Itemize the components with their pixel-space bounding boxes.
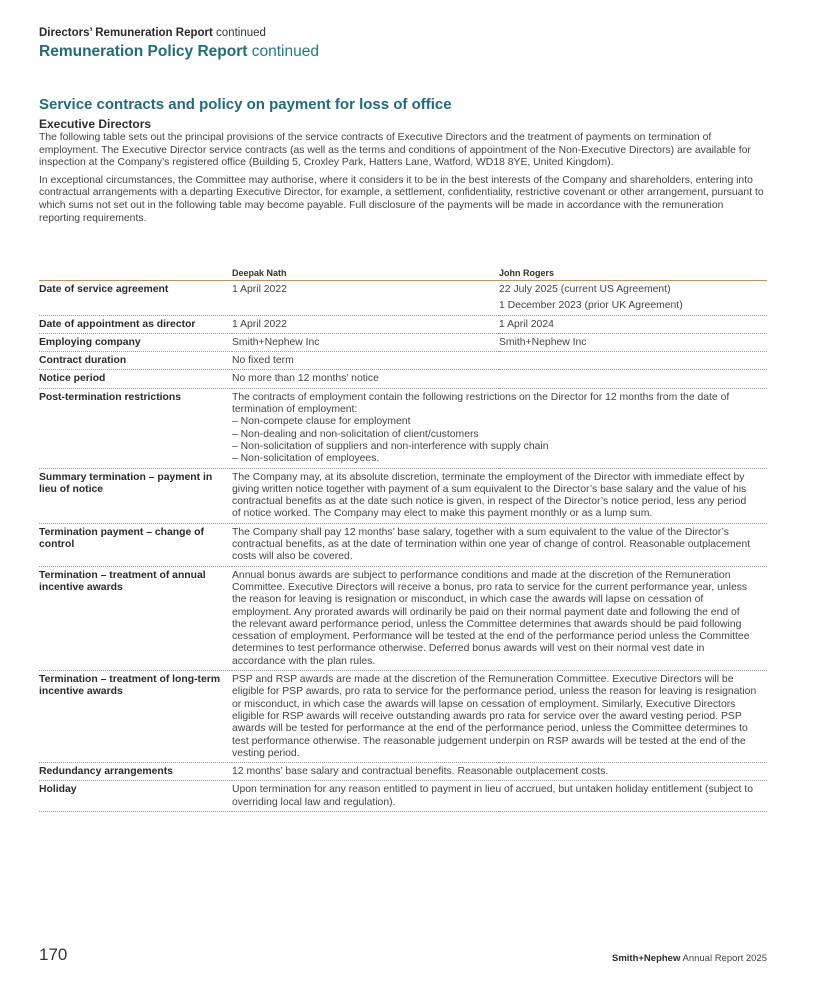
row-value: Upon termination for any reason entitled to payment in lieu of accrued, but untaken holiday entitlement (subject to overriding local law and regulation). (232, 781, 767, 812)
section-title: Service contracts and policy on payment for loss of office (39, 96, 452, 113)
row-label: Termination payment – change of control (39, 523, 232, 566)
header-john-rogers: John Rogers (499, 264, 767, 281)
policy-continued: continued (247, 43, 319, 60)
section-breadcrumb (39, 43, 319, 61)
restrictions-list (232, 416, 757, 465)
table-row (39, 523, 767, 566)
table-row (39, 315, 767, 333)
header-empty (39, 264, 232, 281)
service-contracts-table (39, 264, 767, 812)
row-label: Post-termination restrictions (39, 388, 232, 468)
intro-paragraph: The following table sets out the principal provisions of the service contracts of Executive Directors and the treatment of payments on termination of employment. The Executive Director service contracts (as well as the terms and conditions of appointment of the Non-Executive Directors) are available for inspection at the Company’s registered office (Building 5, Croxley Park, Hatters Lane, Watford, WD18 8YE, United Kingdom). (39, 132, 751, 169)
row-value: 1 April 2022 (232, 281, 499, 316)
restrictions-intro: The contracts of employment contain the following restrictions on the Director for 12 months from the date of termination of employment: (232, 391, 730, 416)
row-label: Date of appointment as director (39, 315, 232, 333)
row-value: PSP and RSP awards are made at the discretion of the Remuneration Committee. Executive Directors will be eligible for PSP awards, pro rata to service for the performance period, unless the reason for leaving is resignation or misconduct, in which case the awards will lapse on cessation of employment. Similarly, Executive Directors eligible for RSP awards will receive outstanding awards pro rata for service over the award vesting period. PSP awards will be tested for performance at the end of the performance period, unless the Committee determines to test performance otherwise. The reasonable judgement underpin on RSP awards will be tested at the end of the vesting period. (232, 671, 767, 763)
table-row (39, 333, 767, 351)
row-value: Annual bonus awards are subject to performance conditions and made at the discretion of the Remuneration Committee. Executive Directors will receive a bonus, pro rata to service for the current performance year, unless the reason for leaving is resignation or misconduct, in which case the awards will lapse on cessation of employment. Any prorated awards will ordinarily be paid on their normal payment date and following the end of the relevant award performance period, unless the Committee determines that awards should be paid following cessation of employment. Performance will be tested at the end of the performance period unless the Committee determines to test performance otherwise. Deferred bonus awards will vest on their normal vest date in accordance with the plan rules. (232, 566, 767, 670)
row-label: Date of service agreement (39, 281, 232, 316)
table-row (39, 370, 767, 388)
row-value: 1 April 2024 (499, 315, 767, 333)
row-value (499, 281, 767, 316)
intro-paragraph: In exceptional circumstances, the Committee may authorise, where it considers it to be in the best interests of the Company and shareholders, entering into contractual arrangements with a departing Executive Director, for example, a settlement, confidentiality, restrictive covenant or other arrangement, pursuant to which sums not set out in the following table may become payable. Full disclosure of the payments will be made in accordance with the remuneration reporting requirements. (39, 174, 764, 224)
doc-title: Annual Report 2025 (680, 953, 767, 964)
list-item: – Non-solicitation of suppliers and non-interference with supply chain (232, 441, 757, 453)
intro-section (39, 96, 767, 225)
row-label: Termination – treatment of annual incentive awards (39, 566, 232, 670)
prior-uk-agreement: 1 December 2023 (prior UK Agreement) (499, 300, 683, 312)
row-label: Summary termination – payment in lieu of notice (39, 468, 232, 523)
policy-title: Remuneration Policy Report (39, 43, 248, 60)
row-label: Termination – treatment of long-term incentive awards (39, 671, 232, 763)
row-value: 12 months’ base salary and contractual benefits. Reasonable outplacement costs. (232, 763, 767, 781)
section-subtitle: Executive Directors (39, 117, 152, 131)
list-item: – Non-dealing and non-solicitation of client/customers (232, 429, 757, 441)
footer-brand (612, 953, 767, 964)
page-header (39, 27, 319, 61)
table-row (39, 388, 767, 468)
row-value: The Company may, at its absolute discretion, terminate the employment of the Director with immediate effect by giving written notice together with payment of a sum equivalent to the Director’s base salary and the value of his contractual benefits as at the date such notice is given, in respect of the Director’s notice period, less any period of notice worked. The Company may elect to make this payment monthly or as a lump sum. (232, 468, 767, 523)
row-value: Smith+Nephew Inc (232, 333, 499, 351)
header-deepak-nath: Deepak Nath (232, 264, 499, 281)
table-row (39, 781, 767, 812)
table-row (39, 468, 767, 523)
row-label: Notice period (39, 370, 232, 388)
current-us-agreement: 22 July 2025 (current US Agreement) (499, 284, 671, 295)
table-row (39, 352, 767, 370)
row-label: Employing company (39, 333, 232, 351)
table-row (39, 566, 767, 670)
row-label: Contract duration (39, 352, 232, 370)
row-value: The Company shall pay 12 months’ base salary, together with a sum equivalent to the value of the Director’s contractual benefits, as at the date of termination within one year of change of control. Reasonable outplacement costs will also be covered. (232, 523, 767, 566)
list-item: – Non-compete clause for employment (232, 416, 757, 428)
table-header-row (39, 264, 767, 281)
row-value: No fixed term (232, 352, 767, 370)
table-row (39, 763, 767, 781)
row-value: Smith+Nephew Inc (499, 333, 767, 351)
table-row (39, 671, 767, 763)
list-item: – Non-solicitation of employees. (232, 453, 757, 465)
row-value: 1 April 2022 (232, 315, 499, 333)
brand-name: Smith+Nephew (612, 953, 681, 964)
row-label: Redundancy arrangements (39, 763, 232, 781)
report-title: Directors’ Remuneration Report (39, 27, 213, 39)
report-breadcrumb (39, 27, 319, 39)
page-number: 170 (39, 945, 68, 964)
report-continued: continued (212, 27, 266, 39)
row-label: Holiday (39, 781, 232, 812)
table-row (39, 281, 767, 316)
row-value: No more than 12 months’ notice (232, 370, 767, 388)
row-value (232, 388, 767, 468)
